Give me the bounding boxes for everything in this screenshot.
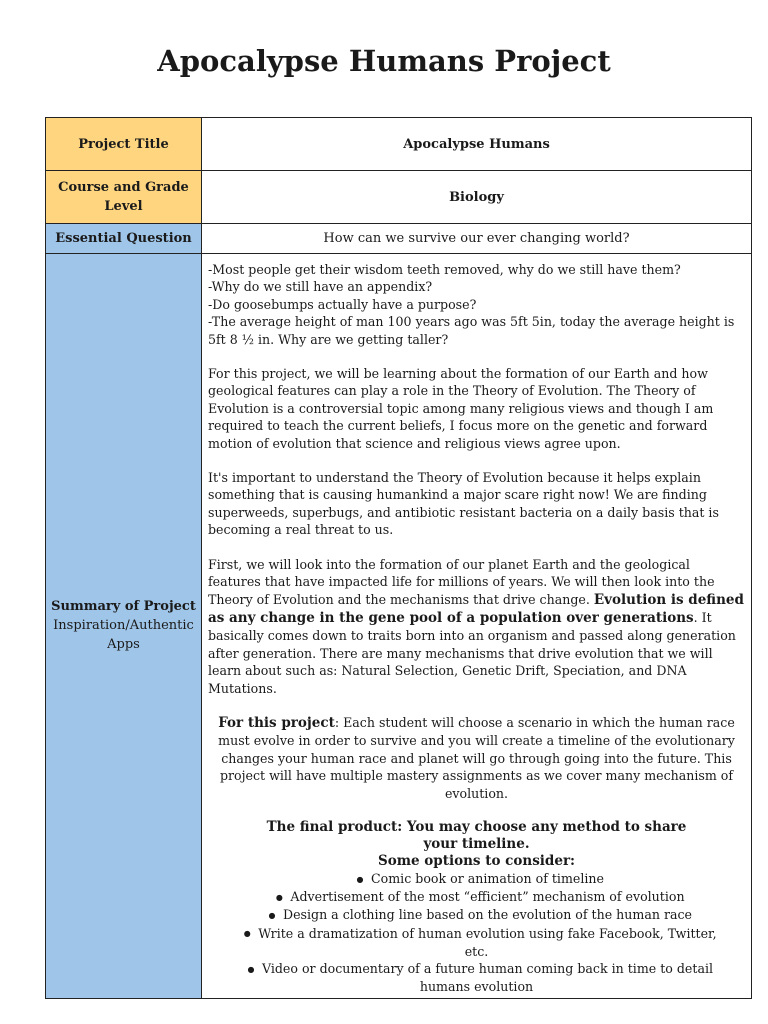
question-item: -Do goosebumps actually have a purpose?	[208, 296, 477, 312]
options-list	[208, 870, 745, 996]
table-row	[46, 224, 752, 254]
table-row	[46, 254, 752, 999]
value-essential-question: How can we survive our ever changing world?	[202, 224, 752, 254]
table-row	[46, 118, 752, 171]
label-summary	[46, 254, 202, 999]
question-item: -Why do we still have an appendix?	[208, 279, 433, 295]
project-text: : Each student will choose a scenario in which the human race must evolve in order to survive and you will create a timeline of the evolutionary changes your human race and planet will go through going into the future. This project will have multiple mastery assignments as we cover many mechanism of evolution.	[218, 714, 735, 801]
project-table	[45, 117, 752, 999]
page-title: Apocalypse Humans Project	[157, 44, 611, 78]
list-item: ● Advertisement of the most “efficient” mechanism of evolution	[228, 888, 725, 906]
list-item: ● Video or documentary of a future human coming back in time to detail humans evolution	[228, 960, 725, 996]
summary-sublabel: Inspiration/Authentic Apps	[53, 618, 194, 653]
label-course-grade: Course and Grade Level	[46, 171, 202, 224]
evolution-definition: Evolution is defined as any change in the gene pool of a population over generations	[208, 591, 744, 626]
summary-paragraph-2: It's important to understand the Theory of Evolution because it helps explain something that is causing humankind a major scare right now! We are finding superweeds, superbugs, and antibiotic resistant bacteria on a daily basis that is becoming a real threat to us.	[208, 470, 719, 538]
list-item: ● Design a clothing line based on the evolution of the human race	[228, 906, 725, 924]
question-list	[208, 261, 745, 348]
paragraph-text: First, we will look into the formation of our planet Earth and the geological features that have impacted life for millions of years. We will then look into the Theory of Evolution and the mechanisms that drive change.	[208, 556, 715, 607]
question-item: -The average height of man 100 years ago was 5ft 5in, today the average height is 5ft 8 ½ in. Why are we getting taller?	[208, 314, 735, 347]
value-project-title: Apocalypse Humans	[202, 118, 752, 171]
value-course: Biology	[202, 171, 752, 224]
summary-paragraph-1: For this project, we will be learning about the formation of our Earth and how geological features can play a role in the Theory of Evolution. The Theory of Evolution is a controversial topic among many religious views and though I am required to teach the current beliefs, I focus more on the genetic and forward motion of evolution that science and religious views agree upon.	[208, 366, 714, 451]
question-item: -Most people get their wisdom teeth removed, why do we still have them?	[208, 262, 681, 277]
paragraph-text: . It basically comes down to traits born into an organism and passed along generation after generation. There are many mechanisms that drive evolution that we will learn about such as: Natural Selection, Genetic Drift, Speciation, and DNA Mutations.	[208, 609, 736, 696]
summary-label: Summary of Project	[51, 599, 196, 615]
table-row	[46, 171, 752, 224]
list-item: ● Comic book or animation of timeline	[228, 870, 725, 888]
options-heading: Some options to consider:	[377, 852, 576, 869]
label-project-title: Project Title	[46, 118, 202, 171]
project-description	[208, 714, 745, 802]
final-product-heading: The final product: You may choose any method to share your timeline.	[266, 818, 687, 852]
list-item: ● Write a dramatization of human evolution using fake Facebook, Twitter, etc.	[228, 925, 725, 961]
label-essential-question: Essential Question	[46, 224, 202, 254]
summary-paragraph-3	[208, 556, 745, 697]
project-lead: For this project	[218, 714, 335, 731]
summary-body	[202, 254, 752, 999]
